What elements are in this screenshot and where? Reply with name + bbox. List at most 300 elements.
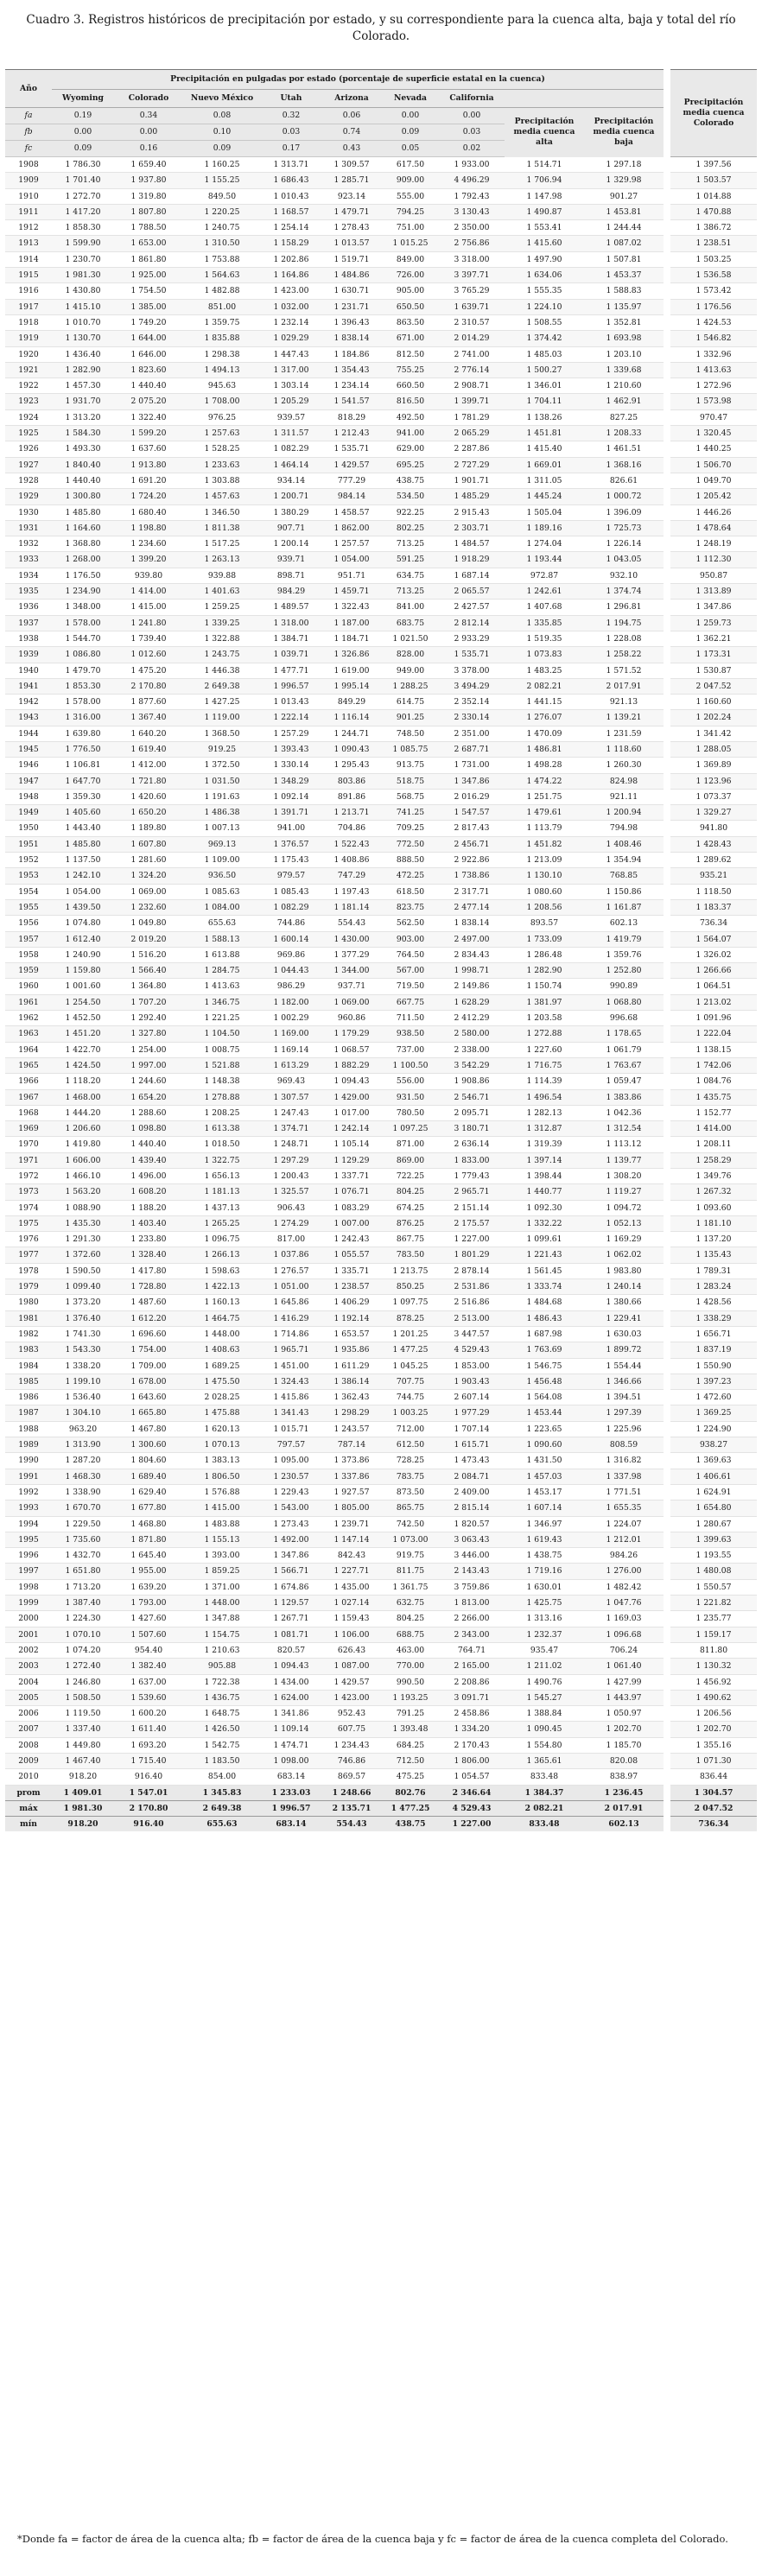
value-cell: 1 776.50 <box>52 741 114 757</box>
value-cell: 1 493.30 <box>52 441 114 457</box>
value-cell: 817.00 <box>261 1232 321 1247</box>
value-cell: 1 061.40 <box>584 1659 664 1674</box>
value-cell: 1 232.14 <box>261 314 321 330</box>
value-cell: 1 119.27 <box>584 1184 664 1200</box>
value-cell: 1 584.30 <box>52 426 114 441</box>
table-row <box>5 1722 757 1737</box>
value-cell: 1 691.20 <box>114 473 183 488</box>
value-cell: 1 349.76 <box>670 1169 757 1184</box>
value-cell: 632.75 <box>382 1596 439 1611</box>
table-row <box>5 1390 757 1405</box>
value-cell: 1 931.70 <box>52 394 114 409</box>
value-cell: 1 272.96 <box>670 378 757 394</box>
summary-cell: 683.14 <box>261 1816 321 1831</box>
value-cell: 1 119.00 <box>183 710 261 726</box>
value-cell: 1 505.04 <box>505 504 584 520</box>
value-cell: 1 530.87 <box>670 663 757 678</box>
value-cell: 1 611.40 <box>114 1722 183 1737</box>
value-cell: 1 138.26 <box>505 409 584 425</box>
value-cell: 2 352.14 <box>439 695 505 710</box>
column-gap <box>664 1532 670 1547</box>
value-cell: 1 374.42 <box>505 331 584 346</box>
year-cell: 1908 <box>5 157 52 173</box>
table-row <box>5 473 757 488</box>
year-cell: 1953 <box>5 868 52 884</box>
table-row <box>5 1674 757 1690</box>
value-cell: 1 308.20 <box>584 1169 664 1184</box>
value-cell: 1 429.57 <box>321 457 382 473</box>
table-row <box>5 1232 757 1247</box>
value-cell: 2 287.86 <box>439 441 505 457</box>
value-cell: 1 003.25 <box>382 1405 439 1421</box>
value-cell: 1 154.75 <box>183 1627 261 1642</box>
value-cell: 2 933.29 <box>439 631 505 646</box>
value-cell: 1 468.80 <box>114 1516 183 1532</box>
value-cell: 1 713.20 <box>52 1579 114 1595</box>
column-gap <box>664 1564 670 1579</box>
value-cell: 1 244.44 <box>584 220 664 236</box>
value-cell: 1 327.80 <box>114 1026 183 1042</box>
value-cell: 1 477.25 <box>382 1342 439 1358</box>
value-cell: 618.50 <box>382 884 439 899</box>
value-cell: 1 320.45 <box>670 426 757 441</box>
summary-cell: 602.13 <box>584 1816 664 1831</box>
value-cell: 1 381.97 <box>505 994 584 1010</box>
value-cell: 1 229.43 <box>261 1484 321 1500</box>
value-cell: 2 513.00 <box>439 1310 505 1326</box>
value-cell: 1 489.57 <box>261 600 321 615</box>
column-gap <box>664 331 670 346</box>
value-cell: 1 918.29 <box>439 552 505 568</box>
year-cell: 1952 <box>5 853 52 868</box>
value-cell: 1 288.25 <box>382 678 439 694</box>
value-cell: 1 222.14 <box>261 710 321 726</box>
value-cell: 945.63 <box>183 378 261 394</box>
column-gap <box>664 1247 670 1263</box>
value-cell: 1 282.90 <box>52 362 114 378</box>
year-cell: 1985 <box>5 1374 52 1389</box>
column-gap <box>664 1659 670 1674</box>
value-cell: 629.00 <box>382 441 439 457</box>
value-cell: 1 369.63 <box>670 1453 757 1469</box>
value-cell: 1 788.50 <box>114 220 183 236</box>
year-cell: 1984 <box>5 1358 52 1374</box>
year-cell: 1942 <box>5 695 52 710</box>
value-cell: 891.86 <box>321 789 382 804</box>
value-cell: 1 453.81 <box>584 204 664 219</box>
value-cell: 1 733.09 <box>505 931 584 947</box>
column-gap <box>664 1074 670 1089</box>
value-cell: 1 276.57 <box>261 1263 321 1278</box>
value-cell: 1 161.87 <box>584 899 664 915</box>
value-cell: 1 386.72 <box>670 220 757 236</box>
value-cell: 1 043.05 <box>584 552 664 568</box>
value-cell: 901.25 <box>382 710 439 726</box>
value-cell: 1 073.83 <box>505 647 584 663</box>
value-cell: 1 564.08 <box>505 1390 584 1405</box>
table-row <box>5 1247 757 1263</box>
value-cell: 802.25 <box>382 520 439 536</box>
value-cell: 1 607.14 <box>505 1501 584 1516</box>
column-gap <box>664 963 670 979</box>
table-row <box>5 1737 757 1753</box>
value-cell: 826.61 <box>584 473 664 488</box>
value-cell: 1 645.40 <box>114 1548 183 1564</box>
summary-cell: 1 409.01 <box>52 1785 114 1800</box>
value-cell: 1 754.00 <box>114 1342 183 1358</box>
value-cell: 1 806.00 <box>439 1753 505 1768</box>
value-cell: 712.00 <box>382 1421 439 1437</box>
value-cell: 1 344.00 <box>321 963 382 979</box>
value-cell: 1 221.25 <box>183 1011 261 1026</box>
value-cell: 2 350.00 <box>439 220 505 236</box>
value-cell: 1 085.63 <box>183 884 261 899</box>
value-cell: 2 815.14 <box>439 1501 505 1516</box>
value-cell: 1 716.75 <box>505 1057 584 1073</box>
value-cell: 1 097.25 <box>382 1121 439 1137</box>
factor-cell: 0.08 <box>183 108 261 124</box>
value-cell: 1 715.40 <box>114 1753 183 1768</box>
year-cell: 1949 <box>5 805 52 821</box>
year-cell: 1969 <box>5 1121 52 1137</box>
factor-cell: 0.00 <box>114 124 183 141</box>
column-gap <box>664 1611 670 1627</box>
value-cell: 1 322.40 <box>114 409 183 425</box>
value-cell: 1 286.48 <box>505 947 584 962</box>
value-cell: 1 397.14 <box>505 1152 584 1168</box>
value-cell: 1 000.72 <box>584 489 664 504</box>
value-cell: 746.86 <box>321 1753 382 1768</box>
value-cell: 2 330.14 <box>439 710 505 726</box>
table-row <box>5 173 757 188</box>
column-gap <box>664 821 670 836</box>
value-cell: 1 490.62 <box>670 1690 757 1705</box>
value-cell: 3 446.00 <box>439 1548 505 1564</box>
summary-cell: 1 304.57 <box>670 1785 757 1800</box>
value-cell: 1 507.81 <box>584 251 664 267</box>
summary-cell: 1 248.66 <box>321 1785 382 1800</box>
value-cell: 1 659.40 <box>114 157 183 173</box>
table-row <box>5 853 757 868</box>
value-cell: 1 749.20 <box>114 314 183 330</box>
value-cell: 1 346.97 <box>505 1516 584 1532</box>
table-row <box>5 536 757 552</box>
value-cell: 1 739.40 <box>114 631 183 646</box>
value-cell: 1 496.00 <box>114 1169 183 1184</box>
value-cell: 568.75 <box>382 789 439 804</box>
value-cell: 1 354.43 <box>321 362 382 378</box>
value-cell: 1 637.00 <box>114 1674 183 1690</box>
value-cell: 913.75 <box>382 758 439 773</box>
value-cell: 836.44 <box>670 1769 757 1785</box>
year-cell: 1963 <box>5 1026 52 1042</box>
value-cell: 1 015.25 <box>382 236 439 251</box>
value-cell: 1 804.60 <box>114 1453 183 1469</box>
value-cell: 1 933.00 <box>439 157 505 173</box>
value-cell: 921.13 <box>584 695 664 710</box>
column-gap <box>664 1137 670 1152</box>
value-cell: 960.86 <box>321 1011 382 1026</box>
table-row <box>5 1074 757 1089</box>
table-row <box>5 204 757 219</box>
summary-label: mín <box>5 1816 52 1831</box>
value-cell: 1 187.00 <box>321 615 382 631</box>
year-cell: 2008 <box>5 1737 52 1753</box>
table-row <box>5 1611 757 1627</box>
value-cell: 1 355.16 <box>670 1737 757 1753</box>
value-cell: 1 490.76 <box>505 1674 584 1690</box>
value-cell: 1 192.14 <box>321 1310 382 1326</box>
value-cell: 1 413.63 <box>183 979 261 994</box>
value-cell: 1 137.20 <box>670 1232 757 1247</box>
value-cell: 1 084.00 <box>183 899 261 915</box>
value-cell: 1 506.70 <box>670 457 757 473</box>
year-cell: 1996 <box>5 1548 52 1564</box>
value-cell: 602.13 <box>584 916 664 931</box>
value-cell: 728.25 <box>382 1453 439 1469</box>
year-cell: 1987 <box>5 1405 52 1421</box>
table-row <box>5 1548 757 1564</box>
value-cell: 1 348.00 <box>52 600 114 615</box>
value-cell: 1 459.71 <box>321 584 382 600</box>
value-cell: 1 619.00 <box>321 663 382 678</box>
value-cell: 876.25 <box>382 1215 439 1231</box>
value-cell: 1 208.56 <box>505 899 584 915</box>
value-cell: 811.80 <box>670 1642 757 1658</box>
value-cell: 1 010.70 <box>52 314 114 330</box>
value-cell: 726.00 <box>382 268 439 283</box>
value-cell: 1 098.80 <box>114 1121 183 1137</box>
factor-cell: 0.00 <box>439 108 505 124</box>
value-cell: 1 212.01 <box>584 1532 664 1547</box>
column-gap <box>664 409 670 425</box>
value-cell: 1 372.60 <box>52 1247 114 1263</box>
value-cell: 1 925.00 <box>114 268 183 283</box>
year-cell: 1915 <box>5 268 52 283</box>
column-gap <box>664 426 670 441</box>
value-cell: 1 519.35 <box>505 631 584 646</box>
value-cell: 1 311.05 <box>505 473 584 488</box>
year-cell: 1999 <box>5 1596 52 1611</box>
summary-cell: 1 981.30 <box>52 1800 114 1816</box>
value-cell: 1 445.24 <box>505 489 584 504</box>
value-cell: 1 415.00 <box>114 600 183 615</box>
value-cell: 969.86 <box>261 947 321 962</box>
value-cell: 1 274.04 <box>505 536 584 552</box>
value-cell: 1 114.39 <box>505 1074 584 1089</box>
value-cell: 1 083.29 <box>321 1200 382 1215</box>
year-cell: 1911 <box>5 204 52 219</box>
value-cell: 1 042.36 <box>584 1105 664 1120</box>
value-cell: 1 483.25 <box>505 663 584 678</box>
value-cell: 1 417.80 <box>114 1263 183 1278</box>
value-cell: 1 296.81 <box>584 600 664 615</box>
value-cell: 706.24 <box>584 1642 664 1658</box>
value-cell: 2 065.57 <box>439 584 505 600</box>
table-row <box>5 1564 757 1579</box>
table-row <box>5 931 757 947</box>
value-cell: 1 443.97 <box>584 1690 664 1705</box>
value-cell: 1 648.75 <box>183 1706 261 1722</box>
value-cell: 1 547.57 <box>439 805 505 821</box>
table-row <box>5 1437 757 1453</box>
value-cell: 1 503.57 <box>670 173 757 188</box>
value-cell: 937.71 <box>321 979 382 994</box>
value-cell: 1 278.43 <box>321 220 382 236</box>
value-cell: 2 351.00 <box>439 726 505 741</box>
value-cell: 990.89 <box>584 979 664 994</box>
table-row <box>5 331 757 346</box>
value-cell: 1 341.86 <box>261 1706 321 1722</box>
value-cell: 1 221.82 <box>670 1596 757 1611</box>
year-cell: 1923 <box>5 394 52 409</box>
value-cell: 939.57 <box>261 409 321 425</box>
column-gap <box>664 853 670 868</box>
value-cell: 764.71 <box>439 1642 505 1658</box>
table-row <box>5 441 757 457</box>
table-row <box>5 1579 757 1595</box>
factor-cell: 0.19 <box>52 108 114 124</box>
value-cell: 1 073.37 <box>670 789 757 804</box>
factor-label: fc <box>5 141 52 157</box>
value-cell: 607.75 <box>321 1722 382 1737</box>
value-cell: 1 332.96 <box>670 346 757 362</box>
value-cell: 2 756.86 <box>439 236 505 251</box>
value-cell: 1 397.56 <box>670 157 757 173</box>
value-cell: 1 328.40 <box>114 1247 183 1263</box>
table-row <box>5 1089 757 1105</box>
column-gap <box>664 1152 670 1168</box>
value-cell: 1 371.00 <box>183 1579 261 1595</box>
value-cell: 1 200.43 <box>261 1169 321 1184</box>
value-cell: 1 159.17 <box>670 1627 757 1642</box>
year-cell: 1909 <box>5 173 52 188</box>
value-cell: 1 106.81 <box>52 758 114 773</box>
year-cell: 1979 <box>5 1279 52 1295</box>
value-cell: 1 514.71 <box>505 157 584 173</box>
state-header: Utah <box>261 90 321 108</box>
year-cell: 1941 <box>5 678 52 694</box>
value-cell: 1 052.13 <box>584 1215 664 1231</box>
value-cell: 935.21 <box>670 868 757 884</box>
value-cell: 1 654.80 <box>670 1501 757 1516</box>
value-cell: 1 234.14 <box>321 378 382 394</box>
value-cell: 783.75 <box>382 1469 439 1484</box>
table-row <box>5 1011 757 1026</box>
value-cell: 941.00 <box>382 426 439 441</box>
value-cell: 1 452.50 <box>52 1011 114 1026</box>
value-cell: 1 451.20 <box>52 1026 114 1042</box>
column-gap <box>664 1642 670 1658</box>
value-cell: 3 397.71 <box>439 268 505 283</box>
value-cell: 979.57 <box>261 868 321 884</box>
value-cell: 1 417.20 <box>52 204 114 219</box>
value-cell: 1 334.20 <box>439 1722 505 1737</box>
value-cell: 1 578.00 <box>52 695 114 710</box>
value-cell: 1 639.80 <box>52 726 114 741</box>
value-cell: 1 486.81 <box>505 741 584 757</box>
value-cell: 1 528.25 <box>183 441 261 457</box>
table-row <box>5 1263 757 1278</box>
value-cell: 1 210.60 <box>584 378 664 394</box>
value-cell: 1 665.80 <box>114 1405 183 1421</box>
value-cell: 1 600.20 <box>114 1706 183 1722</box>
value-cell: 1 282.13 <box>505 1105 584 1120</box>
value-cell: 2 310.57 <box>439 314 505 330</box>
value-cell: 1 189.80 <box>114 821 183 836</box>
column-gap <box>664 441 670 457</box>
value-cell: 1 222.04 <box>670 1026 757 1042</box>
table-row <box>5 1342 757 1358</box>
value-cell: 1 183.50 <box>183 1753 261 1768</box>
value-cell: 1 113.12 <box>584 1137 664 1152</box>
column-gap <box>664 1579 670 1595</box>
value-cell: 1 721.80 <box>114 773 183 789</box>
value-cell: 1 853.30 <box>52 678 114 694</box>
column-gap <box>664 220 670 236</box>
table-row <box>5 378 757 394</box>
value-cell: 996.68 <box>584 1011 664 1026</box>
value-cell: 1 414.00 <box>114 584 183 600</box>
value-cell: 1 479.71 <box>321 204 382 219</box>
value-cell: 1 031.50 <box>183 773 261 789</box>
value-cell: 1 002.29 <box>261 1011 321 1026</box>
year-cell: 1920 <box>5 346 52 362</box>
value-cell: 984.29 <box>261 584 321 600</box>
value-cell: 688.75 <box>382 1627 439 1642</box>
value-cell: 1 008.75 <box>183 1042 261 1057</box>
year-cell: 1967 <box>5 1089 52 1105</box>
value-cell: 1 168.57 <box>261 204 321 219</box>
value-cell: 1 391.71 <box>261 805 321 821</box>
column-gap <box>664 1089 670 1105</box>
value-cell: 1 446.26 <box>670 504 757 520</box>
value-cell: 1 484.57 <box>439 536 505 552</box>
column-gap <box>664 314 670 330</box>
value-cell: 748.50 <box>382 726 439 741</box>
value-cell: 737.00 <box>382 1042 439 1057</box>
value-cell: 1 313.20 <box>52 409 114 425</box>
value-cell: 828.00 <box>382 647 439 663</box>
table-row <box>5 251 757 267</box>
value-cell: 1 084.76 <box>670 1074 757 1089</box>
value-cell: 1 428.56 <box>670 1295 757 1310</box>
value-cell: 1 453.17 <box>505 1484 584 1500</box>
column-gap <box>664 473 670 488</box>
value-cell: 1 473.43 <box>439 1453 505 1469</box>
value-cell: 1 654.20 <box>114 1089 183 1105</box>
value-cell: 1 507.60 <box>114 1627 183 1642</box>
value-cell: 1 420.60 <box>114 789 183 804</box>
value-cell: 863.50 <box>382 314 439 330</box>
value-cell: 2 649.38 <box>183 678 261 694</box>
table-caption: Cuadro 3. Registros históricos de precipitación por estado, y su correspondiente para la cuenca alta, baja y total del río Colorado. <box>26 13 736 43</box>
value-cell: 1 393.43 <box>261 741 321 757</box>
value-cell: 1 415.00 <box>183 1501 261 1516</box>
value-cell: 1 543.00 <box>261 1501 321 1516</box>
value-cell: 1 384.71 <box>261 631 321 646</box>
value-cell: 764.50 <box>382 947 439 962</box>
value-cell: 1 202.86 <box>261 251 321 267</box>
value-cell: 772.50 <box>382 836 439 852</box>
value-cell: 1 347.86 <box>670 600 757 615</box>
year-cell: 1910 <box>5 188 52 204</box>
value-cell: 1 243.75 <box>183 647 261 663</box>
value-cell: 1 074.20 <box>52 1642 114 1658</box>
value-cell: 1 424.50 <box>52 1057 114 1073</box>
year-cell: 1970 <box>5 1137 52 1152</box>
value-cell: 1 337.98 <box>584 1469 664 1484</box>
